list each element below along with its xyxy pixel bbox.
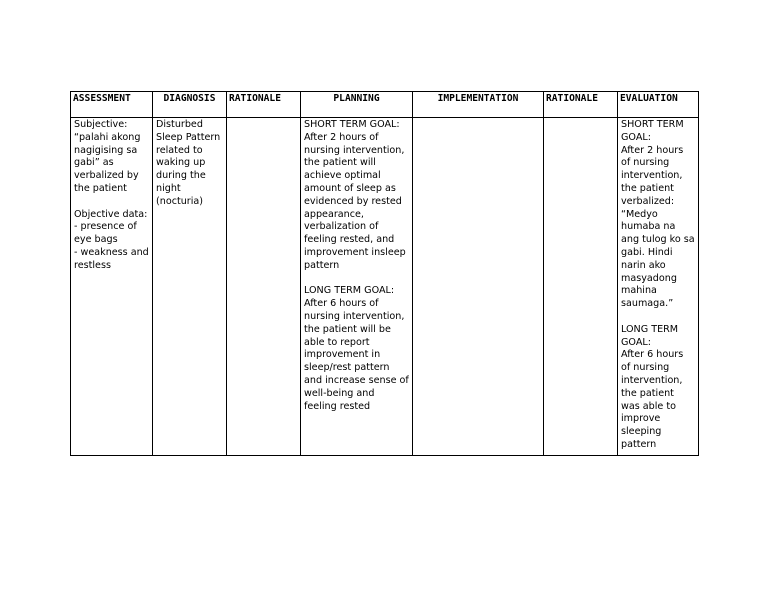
objective-item: - presence of eye bags: [74, 221, 137, 246]
evaluation-long-label: LONG TERM GOAL:: [621, 323, 679, 348]
rationale-1-cell: [227, 118, 301, 456]
planning-short-label: SHORT TERM GOAL:: [304, 119, 400, 130]
evaluation-short-label: SHORT TERM GOAL:: [621, 119, 684, 143]
diagnosis-cell: [153, 118, 227, 456]
header-diagnosis: DIAGNOSIS: [153, 92, 227, 118]
evaluation-short-text: After 2 hours of nursing intervention, the patient verbalized: “Medyo humaba na ang tulog ko sa gabi. Hindi narin ako masyadong mahina saumaga.”: [621, 144, 695, 310]
header-row: [71, 92, 699, 118]
rationale-2-cell: [544, 118, 618, 456]
implementation-cell: [413, 118, 544, 456]
diagnosis-text: Disturbed Sleep Pattern related to waking up during the night (nocturia): [156, 119, 221, 207]
header-rationale-1: RATIONALE: [227, 92, 301, 118]
header-rationale-2: RATIONALE: [544, 92, 618, 118]
header-implementation: IMPLEMENTATION: [413, 92, 544, 118]
header-assessment: ASSESSMENT: [71, 92, 153, 118]
table-row: [71, 118, 699, 456]
planning-short-text: After 2 hours of nursing intervention, the patient will achieve optimal amount of sleep as evidenced by rested appearance, verbalization of feeling rested, and improvement insleep pattern: [304, 131, 406, 271]
planning-long-label: LONG TERM GOAL:: [304, 285, 395, 297]
objective-label: Objective data:: [74, 208, 148, 220]
assessment-cell: [71, 118, 153, 456]
planning-cell: [301, 118, 413, 456]
planning-long-text: After 6 hours of nursing intervention, the patient will be able to report improvement in sleep/rest pattern and increase sense of well-being and feeling rested: [304, 298, 409, 412]
header-planning: PLANNING: [301, 92, 413, 118]
evaluation-long-text: After 6 hours of nursing intervention, the patient was able to improve sleeping pattern: [621, 349, 684, 450]
evaluation-cell: [618, 118, 699, 456]
objective-item: - weakness and restless: [74, 246, 149, 271]
header-evaluation: EVALUATION: [618, 92, 699, 118]
subjective-label: Subjective:: [74, 119, 128, 130]
nursing-care-plan-table: [70, 91, 699, 456]
subjective-text: “palahi akong nagigising sa gabi” as verbalized by the patient: [74, 131, 141, 194]
